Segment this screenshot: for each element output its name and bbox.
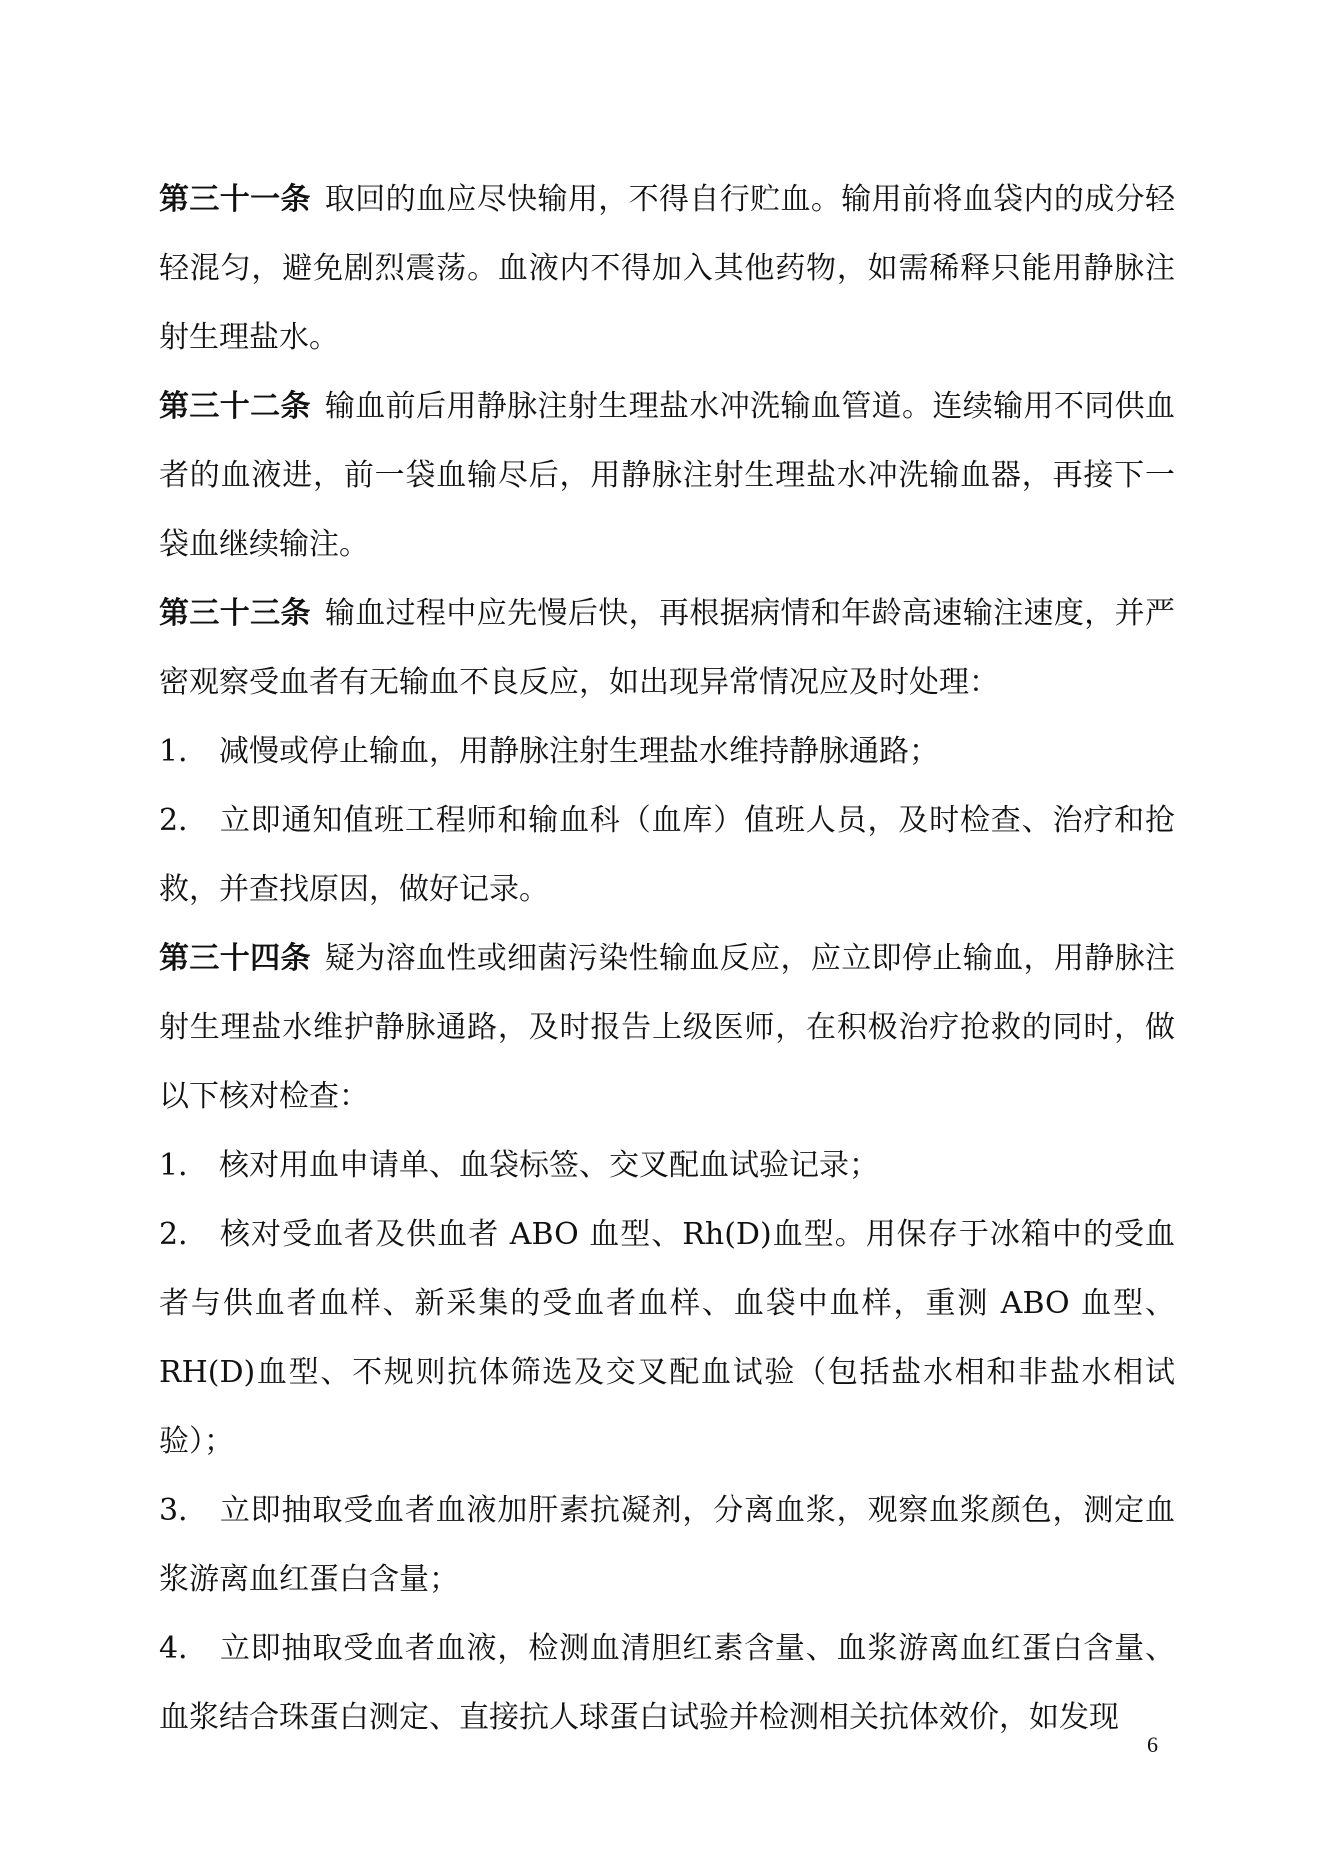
list-item [159, 1131, 1175, 1200]
item-number: 1． [159, 734, 209, 769]
list-item [159, 1200, 1175, 1476]
article-text: 疑为溶血性或细菌污染性输血反应，应立即停止输血，用静脉注射生理盐水维护静脉通路，及时报告上级医师，在积极治疗抢救的同时，做以下核对检查： [159, 941, 1175, 1114]
article-number: 第三十三条 [159, 596, 311, 631]
article-number: 第三十四条 [159, 941, 311, 976]
item-number: 3． [159, 1493, 209, 1528]
item-number: 2． [159, 803, 209, 838]
article-number: 第三十二条 [159, 389, 311, 424]
document-body [159, 165, 1175, 1752]
item-number: 2． [159, 1217, 209, 1252]
item-number: 4． [159, 1631, 209, 1666]
item-number: 1． [159, 1148, 209, 1183]
article-34 [159, 924, 1175, 1131]
article-32 [159, 372, 1175, 579]
article-text: 输血前后用静脉注射生理盐水冲洗输血管道。连续输用不同供血者的血液进，前一袋血输尽后，用静脉注射生理盐水冲洗输血器，再接下一袋血继续输注。 [159, 389, 1175, 562]
article-number: 第三十一条 [159, 182, 311, 217]
item-text: 立即抽取受血者血液加肝素抗凝剂，分离血浆，观察血浆颜色，测定血浆游离血红蛋白含量； [159, 1493, 1175, 1597]
item-text: 减慢或停止输血，用静脉注射生理盐水维持静脉通路； [219, 734, 939, 769]
list-item [159, 1614, 1175, 1752]
item-text: 立即抽取受血者血液，检测血清胆红素含量、血浆游离血红蛋白含量、血浆结合珠蛋白测定、直接抗人球蛋白试验并检测相关抗体效价，如发现 [159, 1631, 1175, 1735]
list-item [159, 786, 1175, 924]
item-text: 立即通知值班工程师和输血科（血库）值班人员，及时检查、治疗和抢救，并查找原因，做好记录。 [159, 803, 1175, 907]
item-text: 核对用血申请单、血袋标签、交叉配血试验记录； [219, 1148, 879, 1183]
article-text: 输血过程中应先慢后快，再根据病情和年龄高速输注速度，并严密观察受血者有无输血不良反应，如出现异常情况应及时处理： [159, 596, 1175, 700]
article-31 [159, 165, 1175, 372]
page-number: 6 [1147, 1732, 1158, 1757]
article-33 [159, 579, 1175, 717]
list-item [159, 1476, 1175, 1614]
item-text: 核对受血者及供血者 ABO 血型、Rh(D)血型。用保存于冰箱中的受血者与供血者血样、新采集的受血者血样、血袋中血样，重测 ABO 血型、RH(D)血型、不规则抗体筛选及交叉配血试验（包括盐水相和非盐水相试验）； [159, 1217, 1175, 1459]
article-text: 取回的血应尽快输用，不得自行贮血。输用前将血袋内的成分轻轻混匀，避免剧烈震荡。血液内不得加入其他药物，如需稀释只能用静脉注射生理盐水。 [159, 182, 1175, 355]
list-item [159, 717, 1175, 786]
